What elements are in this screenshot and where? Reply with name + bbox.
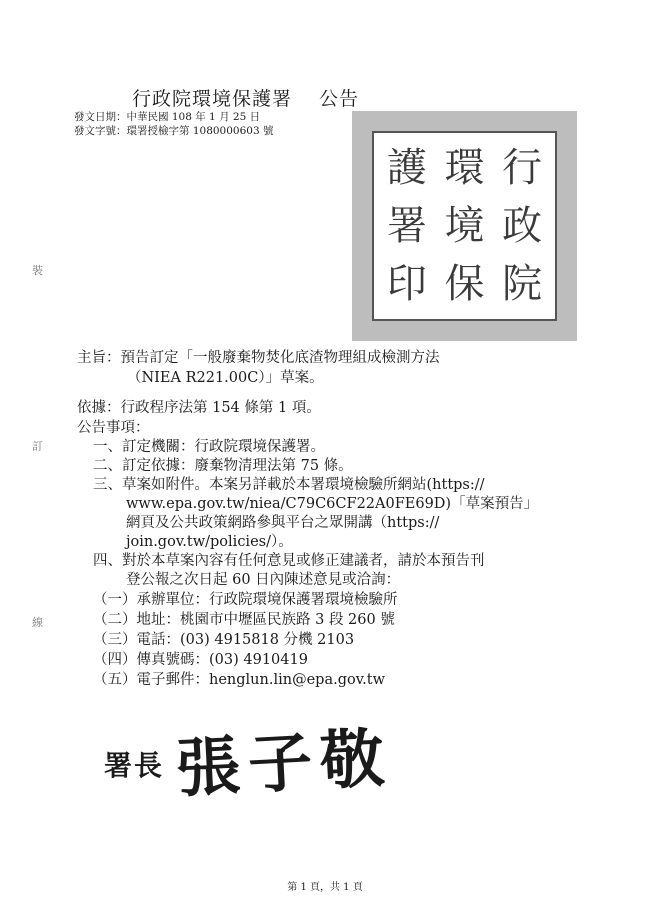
seal-char: 環 bbox=[444, 145, 485, 191]
seal-char: 護 bbox=[386, 145, 427, 191]
item-three-line-1: 三、草案如附件。本案另詳載於本署環境檢驗所網站(https:// bbox=[93, 477, 485, 493]
basis-line: 依據：行政程序法第 154 條第 1 項。 bbox=[77, 400, 321, 416]
subject-line-1: 主旨：預告訂定「一般廢棄物焚化底渣物理組成檢測方法 bbox=[77, 350, 440, 366]
agency-title: 行政院環境保護署 公告 bbox=[132, 88, 360, 110]
seal-frame bbox=[372, 131, 557, 321]
signature-name: 張子敬 bbox=[174, 720, 394, 807]
contact-phone: （三）電話：(03) 4915818 分機 2103 bbox=[93, 632, 355, 648]
seal-char: 行 bbox=[502, 145, 543, 191]
binding-mark-xian: 線 bbox=[32, 616, 43, 629]
item-one: 一、訂定機關：行政院環境保護署。 bbox=[93, 439, 325, 455]
item-three-line-3: 網頁及公共政策網路參與平台之眾開講（https:// bbox=[126, 515, 440, 531]
contact-fax: （四）傳真號碼：(03) 4910419 bbox=[93, 652, 308, 668]
contact-unit: （一）承辦單位：行政院環境保護署環境檢驗所 bbox=[93, 592, 398, 608]
seal-char: 署 bbox=[386, 203, 427, 249]
seal-char: 院 bbox=[502, 261, 543, 307]
binding-mark-ding: 訂 bbox=[32, 440, 43, 453]
item-four-line-2: 登公報之次日起 60 日內陳述意見或洽詢： bbox=[126, 572, 401, 588]
issue-date: 發文日期：中華民國 108 年 1 月 25 日 bbox=[74, 111, 261, 123]
seal-char: 印 bbox=[386, 261, 427, 307]
official-seal bbox=[352, 111, 577, 341]
issue-number: 發文字號：環署授檢字第 1080000603 號 bbox=[74, 125, 274, 137]
binding-mark-zhuang: 裝 bbox=[32, 264, 43, 277]
item-two: 二、訂定依據：廢棄物清理法第 75 條。 bbox=[93, 458, 353, 474]
contact-address: （二）地址：桃園市中壢區民族路 3 段 260 號 bbox=[93, 612, 395, 628]
seal-column-2 bbox=[444, 139, 484, 313]
seal-char: 境 bbox=[444, 203, 485, 249]
seal-column-3 bbox=[387, 139, 427, 313]
signature-title: 署長 bbox=[104, 749, 165, 782]
item-three-line-2: www.epa.gov.tw/niea/C79C6CF22A0FE69D)「草案預告」 bbox=[126, 496, 539, 512]
seal-char: 政 bbox=[502, 203, 543, 249]
seal-char: 保 bbox=[444, 261, 485, 307]
subject-line-2: （NIEA R221.00C）」草案。 bbox=[127, 370, 324, 386]
seal-column-1 bbox=[502, 139, 542, 313]
page-footer: 第 1 頁，共 1 頁 bbox=[287, 882, 363, 893]
notice-heading: 公告事項： bbox=[77, 420, 150, 436]
item-three-line-4: join.gov.tw/policies/）。 bbox=[126, 534, 293, 550]
contact-email: （五）電子郵件：henglun.lin@epa.gov.tw bbox=[93, 672, 386, 688]
item-four-line-1: 四、對於本草案內容有任何意見或修正建議者，請於本預告刊 bbox=[93, 553, 485, 569]
